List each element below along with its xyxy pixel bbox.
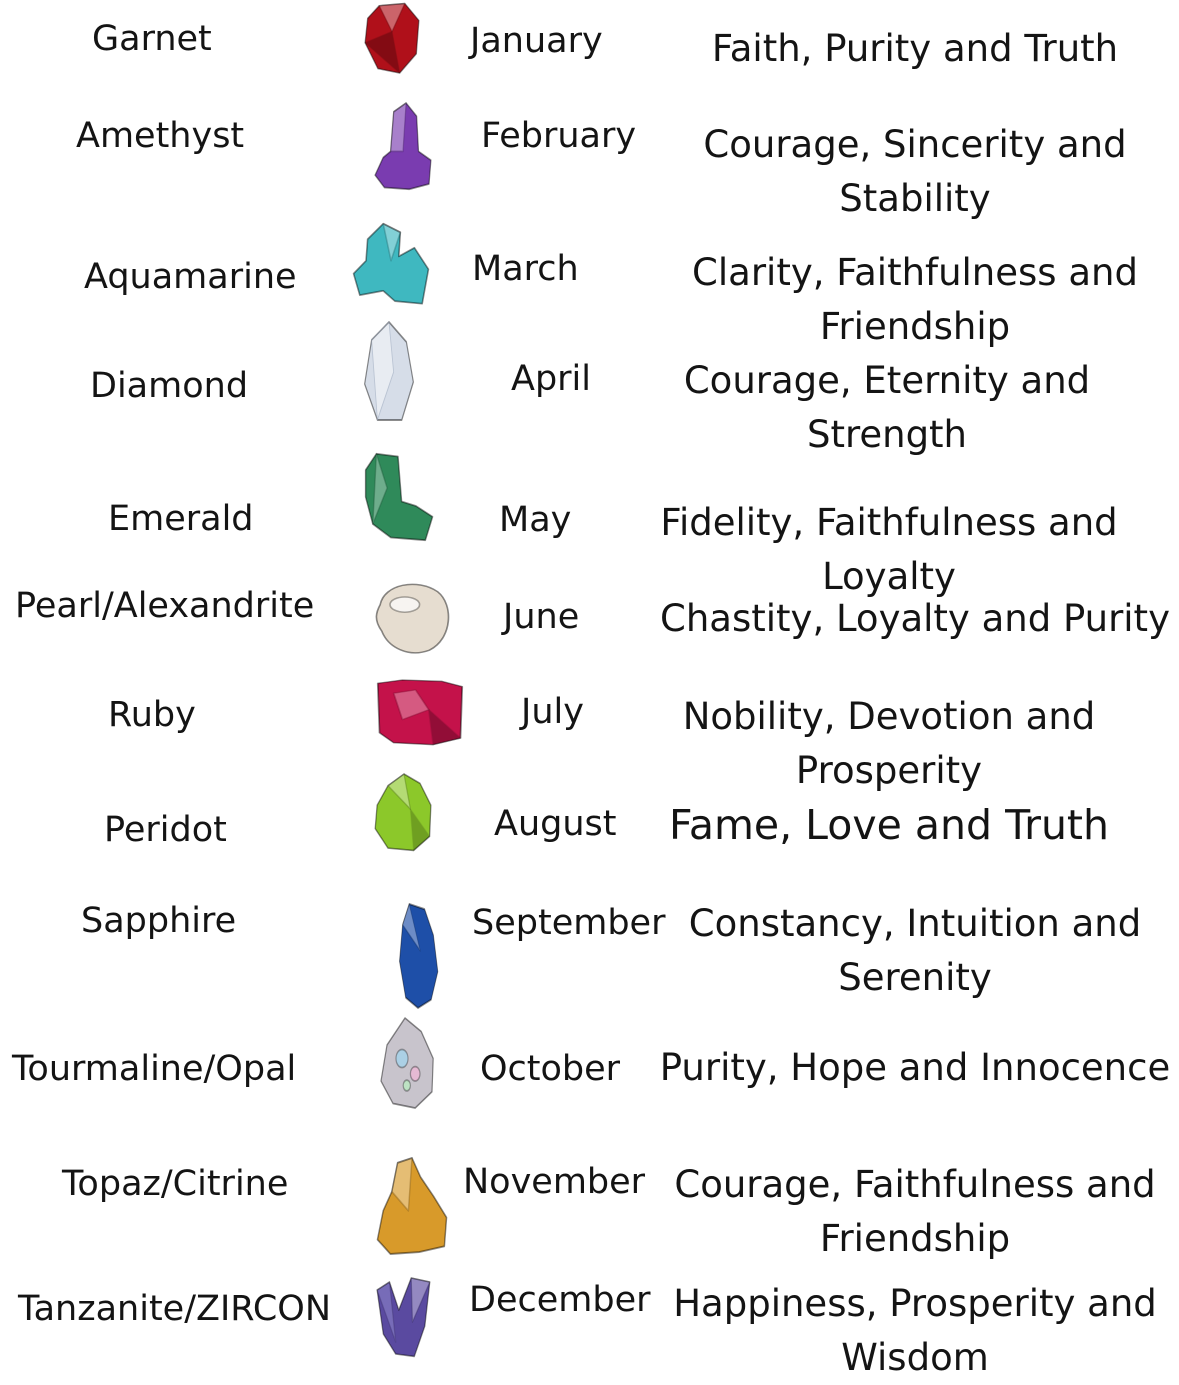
meaning-line: Courage, Sincerity and — [703, 123, 1127, 166]
stone-name: Ruby — [108, 695, 196, 735]
stone-meaning — [692, 246, 1138, 354]
opal-gem-icon — [378, 1018, 438, 1108]
aquamarine-gem-icon — [352, 222, 430, 308]
stone-name: Sapphire — [81, 901, 237, 941]
stone-meaning — [684, 354, 1090, 462]
stone-name: Amethyst — [76, 116, 245, 156]
stone-name: Diamond — [90, 366, 249, 406]
stone-name: Pearl/Alexandrite — [15, 586, 315, 626]
stone-name: Topaz/Citrine — [62, 1164, 289, 1204]
birth-month: September — [472, 903, 666, 943]
meaning-line: Purity, Hope and Innocence — [659, 1046, 1171, 1089]
meaning-line: Prosperity — [795, 749, 983, 792]
meaning-line: Faith, Purity and Truth — [711, 27, 1119, 70]
stone-meaning — [673, 1277, 1157, 1385]
stone-name: Garnet — [92, 19, 212, 59]
meaning-line: Serenity — [838, 956, 992, 999]
diamond-gem-icon — [360, 322, 418, 422]
stone-meaning — [660, 1041, 1170, 1095]
stone-meaning — [674, 1158, 1155, 1266]
stone-meaning — [689, 897, 1141, 1005]
stone-name: Tanzanite/ZIRCON — [18, 1289, 332, 1329]
birth-month: June — [503, 597, 580, 637]
sapphire-gem-icon — [396, 904, 440, 1008]
stone-name: Emerald — [108, 499, 254, 539]
stone-meaning — [712, 22, 1118, 76]
meaning-line: Friendship — [819, 305, 1011, 348]
birth-month: March — [472, 249, 579, 289]
birth-month: October — [480, 1049, 621, 1089]
meaning-line: Courage, Eternity and — [683, 359, 1091, 402]
stone-meaning — [703, 118, 1126, 226]
stone-meaning — [669, 798, 1109, 852]
stone-meaning — [660, 496, 1117, 604]
meaning-line: Wisdom — [841, 1336, 989, 1379]
birth-month: August — [494, 804, 617, 844]
meaning-line: Fidelity, Faithfulness and — [660, 501, 1118, 544]
emerald-gem-icon — [362, 452, 434, 542]
birth-month: December — [469, 1280, 651, 1320]
meaning-line: Happiness, Prosperity and — [673, 1282, 1157, 1325]
birth-month: July — [521, 692, 584, 732]
birth-month: April — [511, 359, 591, 399]
birth-month: May — [499, 500, 572, 540]
stone-name: Aquamarine — [84, 257, 297, 297]
meaning-line: Clarity, Faithfulness and — [692, 251, 1138, 294]
meaning-line: Chastity, Loyalty and Purity — [660, 597, 1170, 640]
ruby-gem-icon — [376, 680, 464, 746]
meaning-line: Fame, Love and Truth — [669, 801, 1109, 849]
birth-month: January — [470, 21, 603, 61]
meaning-line: Loyalty — [822, 555, 956, 598]
tanzanite-gem-icon — [374, 1278, 436, 1358]
amethyst-gem-icon — [372, 103, 434, 191]
birth-month: November — [463, 1162, 646, 1202]
meaning-line: Nobility, Devotion and — [682, 695, 1096, 738]
peridot-gem-icon — [372, 774, 436, 852]
stone-meaning — [683, 690, 1096, 798]
garnet-gem-icon — [360, 2, 424, 76]
pearl-gem-icon — [372, 578, 454, 654]
stone-meaning — [660, 592, 1170, 646]
meaning-line: Friendship — [819, 1217, 1011, 1260]
birth-month: February — [481, 116, 637, 156]
meaning-line: Courage, Faithfulness and — [674, 1163, 1156, 1206]
citrine-gem-icon — [376, 1158, 448, 1254]
meaning-line: Strength — [806, 413, 968, 456]
stone-name: Peridot — [104, 810, 227, 850]
stone-name: Tourmaline/Opal — [12, 1049, 297, 1089]
meaning-line: Constancy, Intuition and — [688, 902, 1142, 945]
meaning-line: Stability — [839, 177, 991, 220]
